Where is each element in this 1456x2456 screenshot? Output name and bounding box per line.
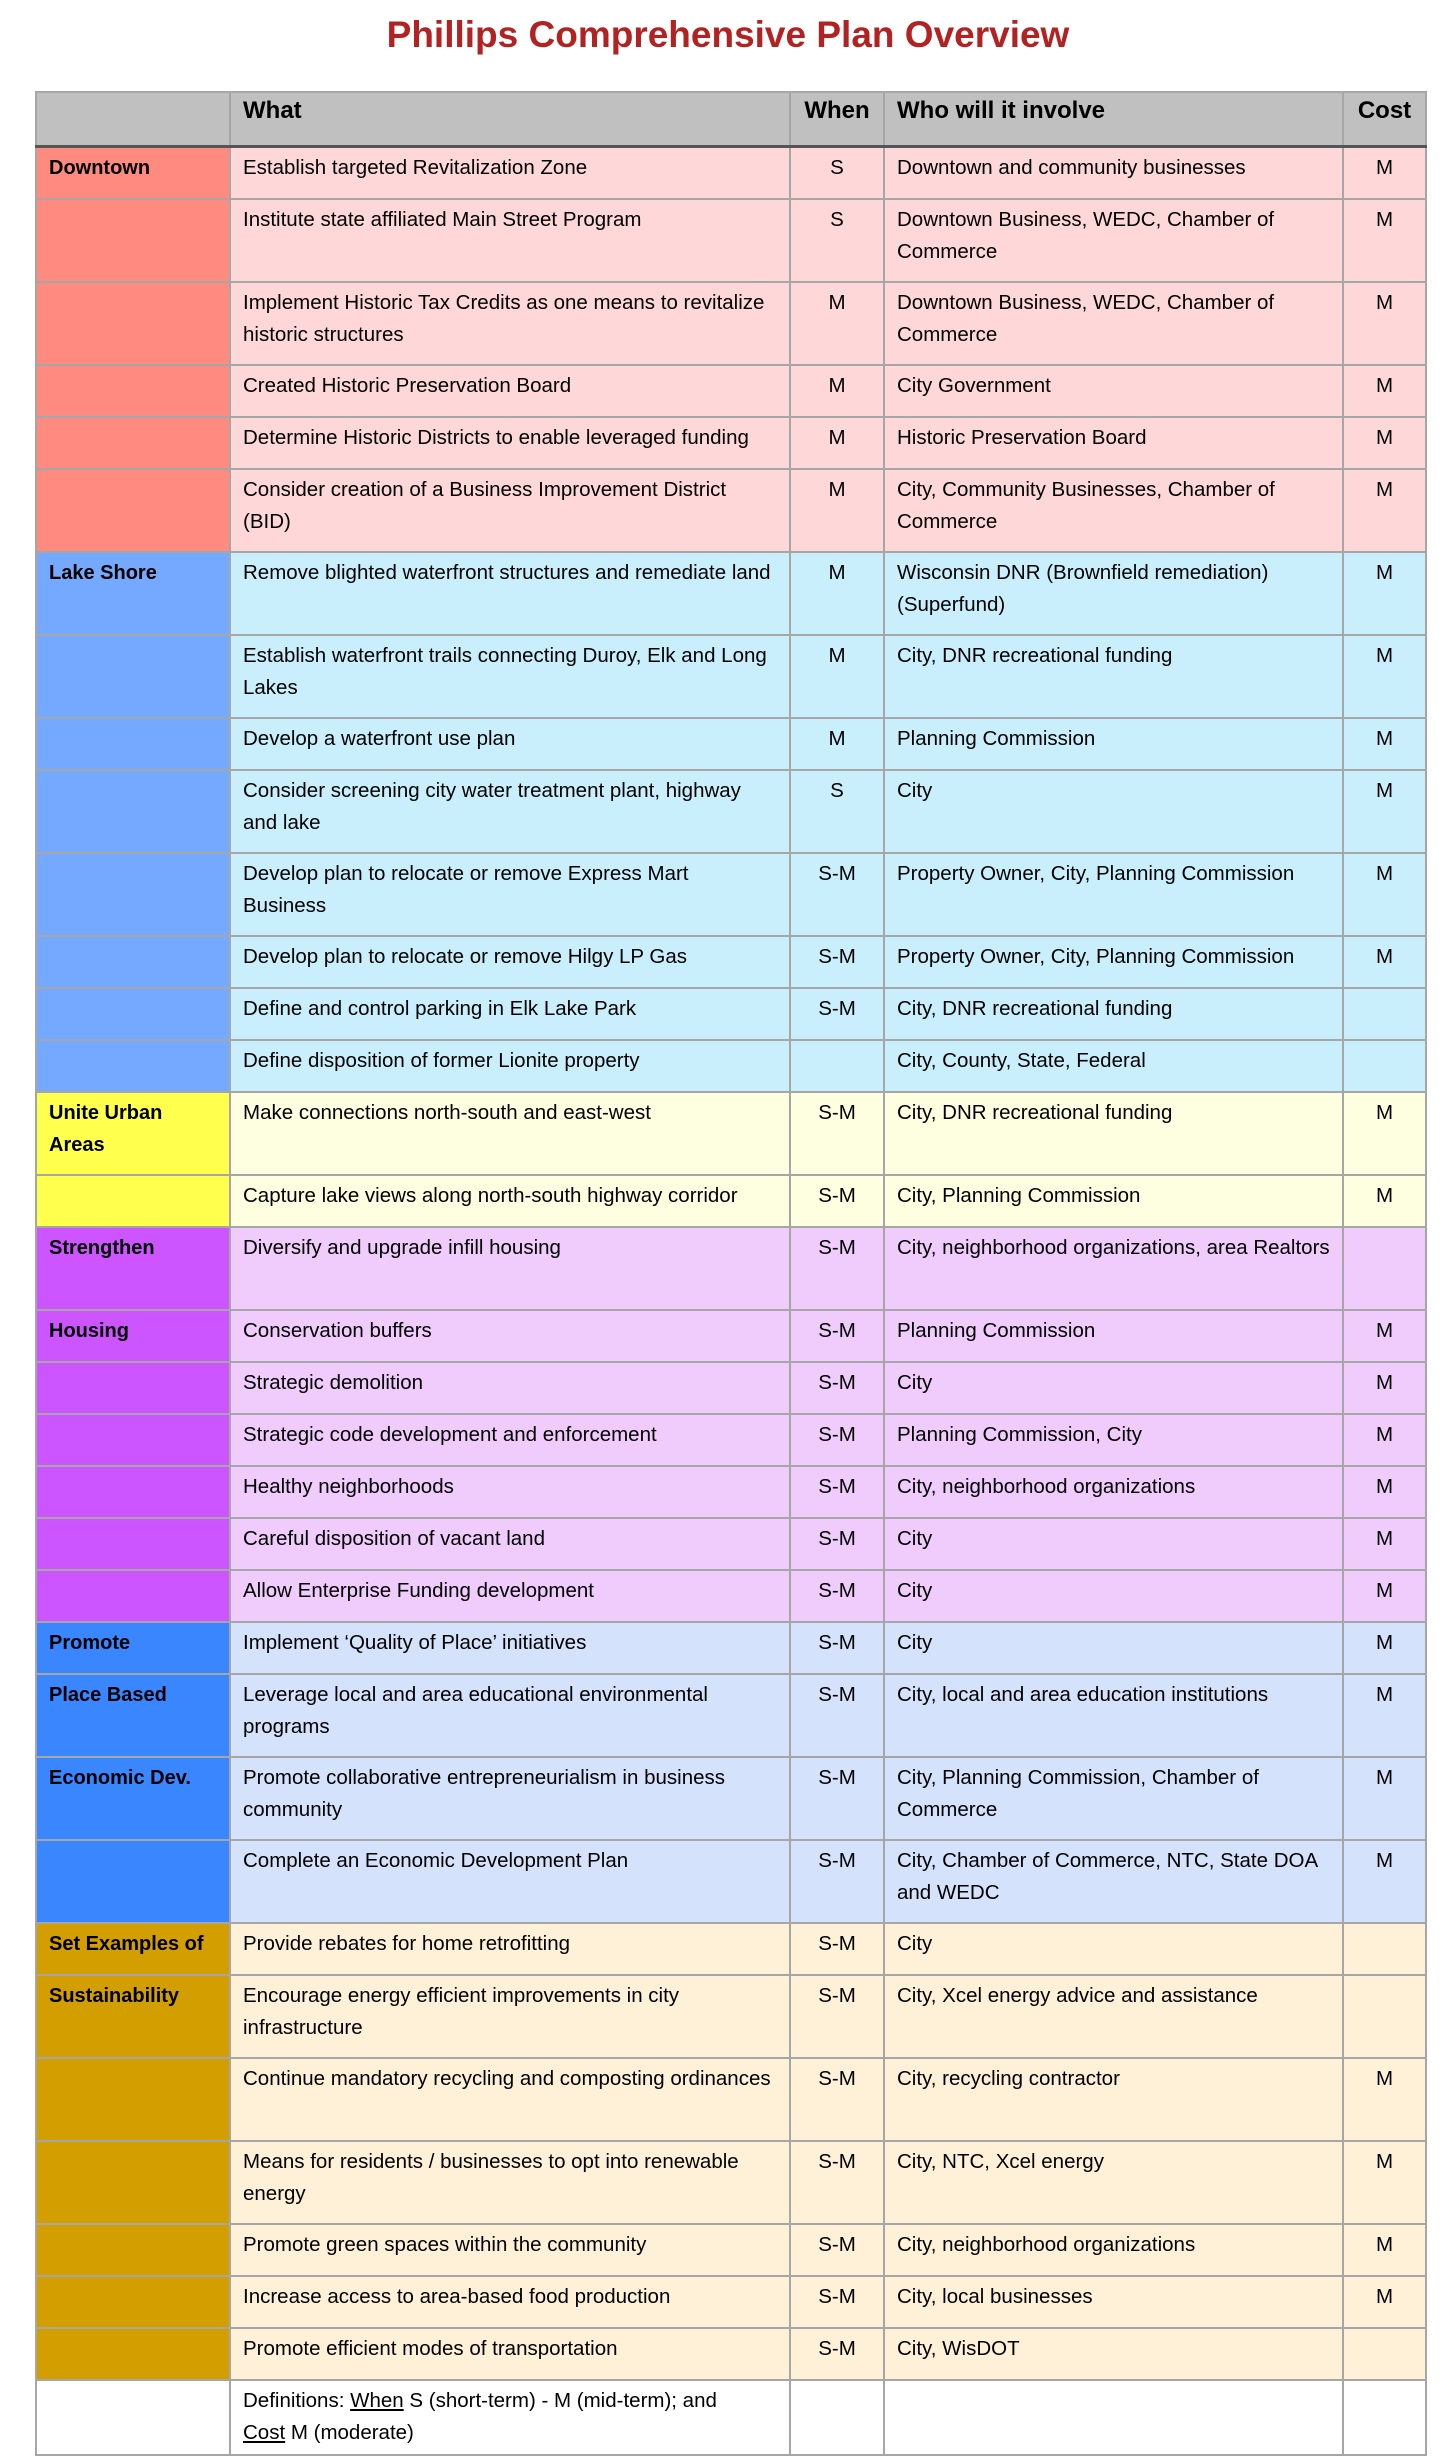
what-cell: Make connections north-south and east-west	[230, 1092, 790, 1175]
what-cell: Establish waterfront trails connecting Duroy, Elk and Long Lakes	[230, 635, 790, 718]
table-row	[36, 1570, 1426, 1622]
what-cell: Promote collaborative entrepreneurialism in business community	[230, 1757, 790, 1840]
who-cell: City, local and area education institutions	[884, 1674, 1343, 1757]
cost-cell: M	[1343, 635, 1426, 718]
when-cell: S	[790, 147, 884, 200]
table-row	[36, 1092, 1426, 1175]
when-cell: S-M	[790, 2141, 884, 2224]
who-cell: City	[884, 1362, 1343, 1414]
cost-cell: M	[1343, 282, 1426, 365]
table-row	[36, 2141, 1426, 2224]
cost-cell: M	[1343, 365, 1426, 417]
table-row	[36, 1040, 1426, 1092]
table-row	[36, 1227, 1426, 1310]
category-cell	[36, 635, 230, 718]
who-cell: Downtown Business, WEDC, Chamber of Commerce	[884, 199, 1343, 282]
definitions-cost-text: M (moderate)	[285, 2421, 414, 2444]
who-cell: City Government	[884, 365, 1343, 417]
who-cell: City, Planning Commission	[884, 1175, 1343, 1227]
when-cell: S-M	[790, 1175, 884, 1227]
who-cell: Planning Commission	[884, 1310, 1343, 1362]
page-title: Phillips Comprehensive Plan Overview	[386, 14, 1070, 55]
who-cell: Planning Commission	[884, 718, 1343, 770]
cost-cell	[1343, 988, 1426, 1040]
what-cell: Created Historic Preservation Board	[230, 365, 790, 417]
table-row	[36, 1175, 1426, 1227]
who-cell: City, County, State, Federal	[884, 1040, 1343, 1092]
table-row	[36, 365, 1426, 417]
what-cell: Continue mandatory recycling and composting ordinances	[230, 2058, 790, 2141]
what-cell: Consider screening city water treatment plant, highway and lake	[230, 770, 790, 853]
category-cell	[36, 853, 230, 936]
category-cell	[36, 1040, 230, 1092]
who-cell: City	[884, 1570, 1343, 1622]
table-row	[36, 936, 1426, 988]
what-cell: Determine Historic Districts to enable leveraged funding	[230, 417, 790, 469]
what-cell: Promote green spaces within the community	[230, 2224, 790, 2276]
category-cell	[36, 770, 230, 853]
category-cell: Housing	[36, 1310, 230, 1362]
when-cell: S-M	[790, 2328, 884, 2380]
cost-cell: M	[1343, 1175, 1426, 1227]
what-cell: Conservation buffers	[230, 1310, 790, 1362]
when-cell: S-M	[790, 988, 884, 1040]
cost-cell: M	[1343, 1674, 1426, 1757]
who-cell: City, recycling contractor	[884, 2058, 1343, 2141]
when-cell: S-M	[790, 1757, 884, 1840]
when-cell: S-M	[790, 1362, 884, 1414]
definitions-spacer-2	[790, 2380, 884, 2455]
category-cell	[36, 2141, 230, 2224]
who-cell: City, DNR recreational funding	[884, 988, 1343, 1040]
definitions-when-text: S (short-term) - M (mid-term); and	[403, 2389, 717, 2412]
what-cell: Define and control parking in Elk Lake Park	[230, 988, 790, 1040]
category-cell: Downtown	[36, 147, 230, 200]
who-cell: Downtown and community businesses	[884, 147, 1343, 200]
category-cell	[36, 2276, 230, 2328]
what-cell: Leverage local and area educational environmental programs	[230, 1674, 790, 1757]
cost-cell: M	[1343, 2141, 1426, 2224]
table-row	[36, 1923, 1426, 1975]
category-cell: Sustainability	[36, 1975, 230, 2058]
cost-cell: M	[1343, 1092, 1426, 1175]
table-row	[36, 1310, 1426, 1362]
definitions-prefix: Definitions:	[243, 2389, 351, 2412]
when-cell: S-M	[790, 2224, 884, 2276]
what-cell: Develop plan to relocate or remove Hilgy LP Gas	[230, 936, 790, 988]
who-cell: Wisconsin DNR (Brownfield remediation) (Superfund)	[884, 552, 1343, 635]
table-row	[36, 1757, 1426, 1840]
when-cell: S-M	[790, 2058, 884, 2141]
who-cell: City, WisDOT	[884, 2328, 1343, 2380]
when-cell: S-M	[790, 1310, 884, 1362]
what-cell: Healthy neighborhoods	[230, 1466, 790, 1518]
category-cell	[36, 2058, 230, 2141]
header-when: When	[790, 92, 884, 147]
when-cell: S-M	[790, 1923, 884, 1975]
cost-cell	[1343, 1040, 1426, 1092]
cost-cell: M	[1343, 417, 1426, 469]
who-cell: Downtown Business, WEDC, Chamber of Commerce	[884, 282, 1343, 365]
header-what: What	[230, 92, 790, 147]
definitions-cost-word: Cost	[243, 2421, 286, 2444]
table-row	[36, 282, 1426, 365]
category-cell	[36, 988, 230, 1040]
who-cell: City, DNR recreational funding	[884, 1092, 1343, 1175]
when-cell: S-M	[790, 1414, 884, 1466]
table-row	[36, 1840, 1426, 1923]
header-cost: Cost	[1343, 92, 1426, 147]
who-cell: City	[884, 770, 1343, 853]
cost-cell: M	[1343, 199, 1426, 282]
who-cell: City	[884, 1923, 1343, 1975]
what-cell: Remove blighted waterfront structures and remediate land	[230, 552, 790, 635]
table-row	[36, 417, 1426, 469]
category-cell: Place Based	[36, 1674, 230, 1757]
category-cell	[36, 365, 230, 417]
table-row	[36, 853, 1426, 936]
when-cell	[790, 1040, 884, 1092]
what-cell: Encourage energy efficient improvements in city infrastructure	[230, 1975, 790, 2058]
who-cell: City	[884, 1622, 1343, 1674]
what-cell: Provide rebates for home retrofitting	[230, 1923, 790, 1975]
category-cell: Promote	[36, 1622, 230, 1674]
table-row	[36, 199, 1426, 282]
who-cell: City, Chamber of Commerce, NTC, State DOA and WEDC	[884, 1840, 1343, 1923]
what-cell: Increase access to area-based food production	[230, 2276, 790, 2328]
who-cell: Property Owner, City, Planning Commission	[884, 936, 1343, 988]
cost-cell	[1343, 1227, 1426, 1310]
category-cell	[36, 1362, 230, 1414]
table-body	[36, 147, 1426, 2456]
cost-cell: M	[1343, 770, 1426, 853]
table-row	[36, 1362, 1426, 1414]
cost-cell	[1343, 2328, 1426, 2380]
table-row	[36, 1518, 1426, 1570]
when-cell: M	[790, 417, 884, 469]
what-cell: Capture lake views along north-south highway corridor	[230, 1175, 790, 1227]
who-cell: City	[884, 1518, 1343, 1570]
when-cell: M	[790, 552, 884, 635]
when-cell: S-M	[790, 936, 884, 988]
who-cell: City, neighborhood organizations	[884, 1466, 1343, 1518]
definitions-spacer-4	[1343, 2380, 1426, 2455]
category-cell	[36, 199, 230, 282]
category-cell	[36, 469, 230, 552]
who-cell: City, DNR recreational funding	[884, 635, 1343, 718]
what-cell: Institute state affiliated Main Street Program	[230, 199, 790, 282]
what-cell: Strategic code development and enforcement	[230, 1414, 790, 1466]
what-cell: Complete an Economic Development Plan	[230, 1840, 790, 1923]
category-cell	[36, 417, 230, 469]
table-row	[36, 552, 1426, 635]
cost-cell: M	[1343, 1414, 1426, 1466]
who-cell: City, local businesses	[884, 2276, 1343, 2328]
definitions-spacer	[36, 2380, 230, 2455]
when-cell: S-M	[790, 1622, 884, 1674]
definitions-note	[230, 2380, 790, 2455]
category-cell	[36, 718, 230, 770]
what-cell: Consider creation of a Business Improvement District (BID)	[230, 469, 790, 552]
what-cell: Strategic demolition	[230, 1362, 790, 1414]
cost-cell: M	[1343, 469, 1426, 552]
definitions-when-word: When	[350, 2389, 404, 2412]
who-cell: City, neighborhood organizations, area Realtors	[884, 1227, 1343, 1310]
table-row	[36, 2224, 1426, 2276]
category-cell: Unite Urban Areas	[36, 1092, 230, 1175]
category-cell	[36, 1175, 230, 1227]
who-cell: Historic Preservation Board	[884, 417, 1343, 469]
cost-cell: M	[1343, 718, 1426, 770]
category-cell: Strengthen	[36, 1227, 230, 1310]
cost-cell: M	[1343, 1518, 1426, 1570]
what-cell: Careful disposition of vacant land	[230, 1518, 790, 1570]
cost-cell: M	[1343, 936, 1426, 988]
when-cell: M	[790, 282, 884, 365]
cost-cell: M	[1343, 552, 1426, 635]
table-row	[36, 1466, 1426, 1518]
when-cell: S-M	[790, 1092, 884, 1175]
plan-table	[35, 91, 1427, 2456]
category-cell	[36, 2224, 230, 2276]
when-cell: S	[790, 199, 884, 282]
when-cell: M	[790, 365, 884, 417]
table-row	[36, 718, 1426, 770]
category-cell: Economic Dev.	[36, 1757, 230, 1840]
who-cell: Planning Commission, City	[884, 1414, 1343, 1466]
cost-cell: M	[1343, 1362, 1426, 1414]
when-cell: S	[790, 770, 884, 853]
cost-cell: M	[1343, 1570, 1426, 1622]
when-cell: M	[790, 635, 884, 718]
header-category	[36, 92, 230, 147]
cost-cell: M	[1343, 2224, 1426, 2276]
when-cell: S-M	[790, 1570, 884, 1622]
when-cell: S-M	[790, 2276, 884, 2328]
what-cell: Develop a waterfront use plan	[230, 718, 790, 770]
who-cell: City, NTC, Xcel energy	[884, 2141, 1343, 2224]
cost-cell: M	[1343, 853, 1426, 936]
cost-cell	[1343, 1975, 1426, 2058]
category-cell	[36, 2328, 230, 2380]
who-cell: Property Owner, City, Planning Commission	[884, 853, 1343, 936]
when-cell: S-M	[790, 1466, 884, 1518]
table-row	[36, 2058, 1426, 2141]
table-row	[36, 2276, 1426, 2328]
table-row	[36, 469, 1426, 552]
category-cell	[36, 936, 230, 988]
when-cell: M	[790, 718, 884, 770]
who-cell: City, Xcel energy advice and assistance	[884, 1975, 1343, 2058]
what-cell: Diversify and upgrade infill housing	[230, 1227, 790, 1310]
category-cell: Set Examples of	[36, 1923, 230, 1975]
cost-cell: M	[1343, 1310, 1426, 1362]
table-row	[36, 147, 1426, 200]
who-cell: City, Planning Commission, Chamber of Commerce	[884, 1757, 1343, 1840]
cost-cell: M	[1343, 1622, 1426, 1674]
when-cell: S-M	[790, 1227, 884, 1310]
cost-cell: M	[1343, 2276, 1426, 2328]
when-cell: M	[790, 469, 884, 552]
category-cell	[36, 1840, 230, 1923]
what-cell: Establish targeted Revitalization Zone	[230, 147, 790, 200]
category-cell: Lake Shore	[36, 552, 230, 635]
definitions-spacer-3	[884, 2380, 1343, 2455]
what-cell: Means for residents / businesses to opt into renewable energy	[230, 2141, 790, 2224]
what-cell: Allow Enterprise Funding development	[230, 1570, 790, 1622]
table-row	[36, 988, 1426, 1040]
definitions-row	[36, 2380, 1426, 2455]
cost-cell	[1343, 1923, 1426, 1975]
who-cell: City, Community Businesses, Chamber of Commerce	[884, 469, 1343, 552]
cost-cell: M	[1343, 1840, 1426, 1923]
table-row	[36, 1414, 1426, 1466]
table-row	[36, 1622, 1426, 1674]
what-cell: Develop plan to relocate or remove Express Mart Business	[230, 853, 790, 936]
cost-cell: M	[1343, 147, 1426, 200]
when-cell: S-M	[790, 1840, 884, 1923]
cost-cell: M	[1343, 2058, 1426, 2141]
what-cell: Define disposition of former Lionite property	[230, 1040, 790, 1092]
what-cell: Implement ‘Quality of Place’ initiatives	[230, 1622, 790, 1674]
table-row	[36, 1975, 1426, 2058]
category-cell	[36, 1414, 230, 1466]
when-cell: S-M	[790, 1518, 884, 1570]
when-cell: S-M	[790, 853, 884, 936]
table-row	[36, 2328, 1426, 2380]
category-cell	[36, 1518, 230, 1570]
what-cell: Promote efficient modes of transportation	[230, 2328, 790, 2380]
cost-cell: M	[1343, 1757, 1426, 1840]
cost-cell: M	[1343, 1466, 1426, 1518]
table-header-row	[36, 92, 1426, 147]
table-row	[36, 770, 1426, 853]
when-cell: S-M	[790, 1975, 884, 2058]
what-cell: Implement Historic Tax Credits as one means to revitalize historic structures	[230, 282, 790, 365]
when-cell: S-M	[790, 1674, 884, 1757]
category-cell	[36, 1570, 230, 1622]
who-cell: City, neighborhood organizations	[884, 2224, 1343, 2276]
category-cell	[36, 1466, 230, 1518]
category-cell	[36, 282, 230, 365]
table-row	[36, 635, 1426, 718]
header-who: Who will it involve	[884, 92, 1343, 147]
table-row	[36, 1674, 1426, 1757]
